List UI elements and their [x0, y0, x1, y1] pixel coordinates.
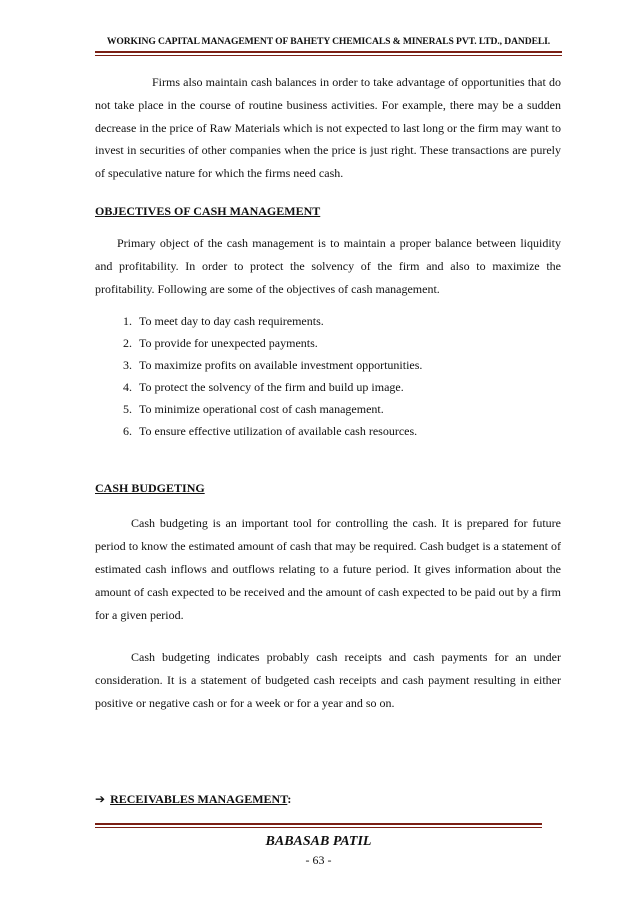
- list-item: 2. To provide for unexpected payments.: [135, 332, 561, 354]
- header-rule: [95, 51, 562, 53]
- list-item: 5. To minimize operational cost of cash management.: [135, 398, 561, 420]
- objectives-heading: OBJECTIVES OF CASH MANAGEMENT: [95, 203, 321, 218]
- footer-rule-thin: [95, 827, 542, 828]
- footer-rule: [95, 823, 542, 825]
- running-header: WORKING CAPITAL MANAGEMENT OF BAHETY CHEMICALS & MINERALS PVT. LTD., DANDELI.: [106, 36, 551, 47]
- list-item: 1. To meet day to day cash requirements.: [135, 310, 561, 332]
- objectives-paragraph: Primary object of the cash management is to maintain a proper balance between liquidity and profitability. In order to protect the solvency of the firm and also to maximize the profitability. Following are some of the objectives of cash management.: [95, 235, 561, 296]
- objectives-list: [95, 310, 561, 442]
- list-item: 6. To ensure effective utilization of available cash resources.: [135, 420, 561, 442]
- header-rule-thin: [95, 55, 562, 56]
- page-body: [95, 65, 561, 715]
- receivables-heading-text: RECEIVABLES MANAGEMENT: [110, 792, 288, 806]
- list-item: 4. To protect the solvency of the firm and build up image.: [135, 376, 561, 398]
- arrow-right-icon: ➔: [95, 792, 106, 806]
- list-item: 3. To maximize profits on available investment opportunities.: [135, 354, 561, 376]
- cash-budgeting-paragraph-1: Cash budgeting is an important tool for controlling the cash. It is prepared for future period to know the estimated amount of cash that may be required. Cash budget is a statement of estimated cash inflows and outflows relating to a future period. It gives information about the amount of cash expected to be received and the amount of cash expected to be paid out by a firm for a given period.: [95, 516, 561, 622]
- intro-paragraph: Firms also maintain cash balances in order to take advantage of opportunities that do not take place in the course of routine business activities. For example, there may be a sudden decrease in the price of Raw Materials which is not expected to last long or the firm may want to invest in securities of other companies when the price is just right. These transactions are purely of speculative nature for which the firms need cash.: [95, 75, 561, 181]
- cash-budgeting-heading: CASH BUDGETING: [95, 481, 205, 496]
- cash-budgeting-paragraph-2: Cash budgeting indicates probably cash receipts and cash payments for an under consideration. It is a statement of budgeted cash receipts and cash payment resulting in either positive or negative cash or for a week or for a year and so on.: [95, 650, 561, 710]
- footer-author: BABASAB PATIL: [265, 834, 372, 849]
- receivables-colon: :: [287, 792, 292, 806]
- receivables-heading: [95, 792, 291, 807]
- page-number: - 63 -: [305, 853, 332, 867]
